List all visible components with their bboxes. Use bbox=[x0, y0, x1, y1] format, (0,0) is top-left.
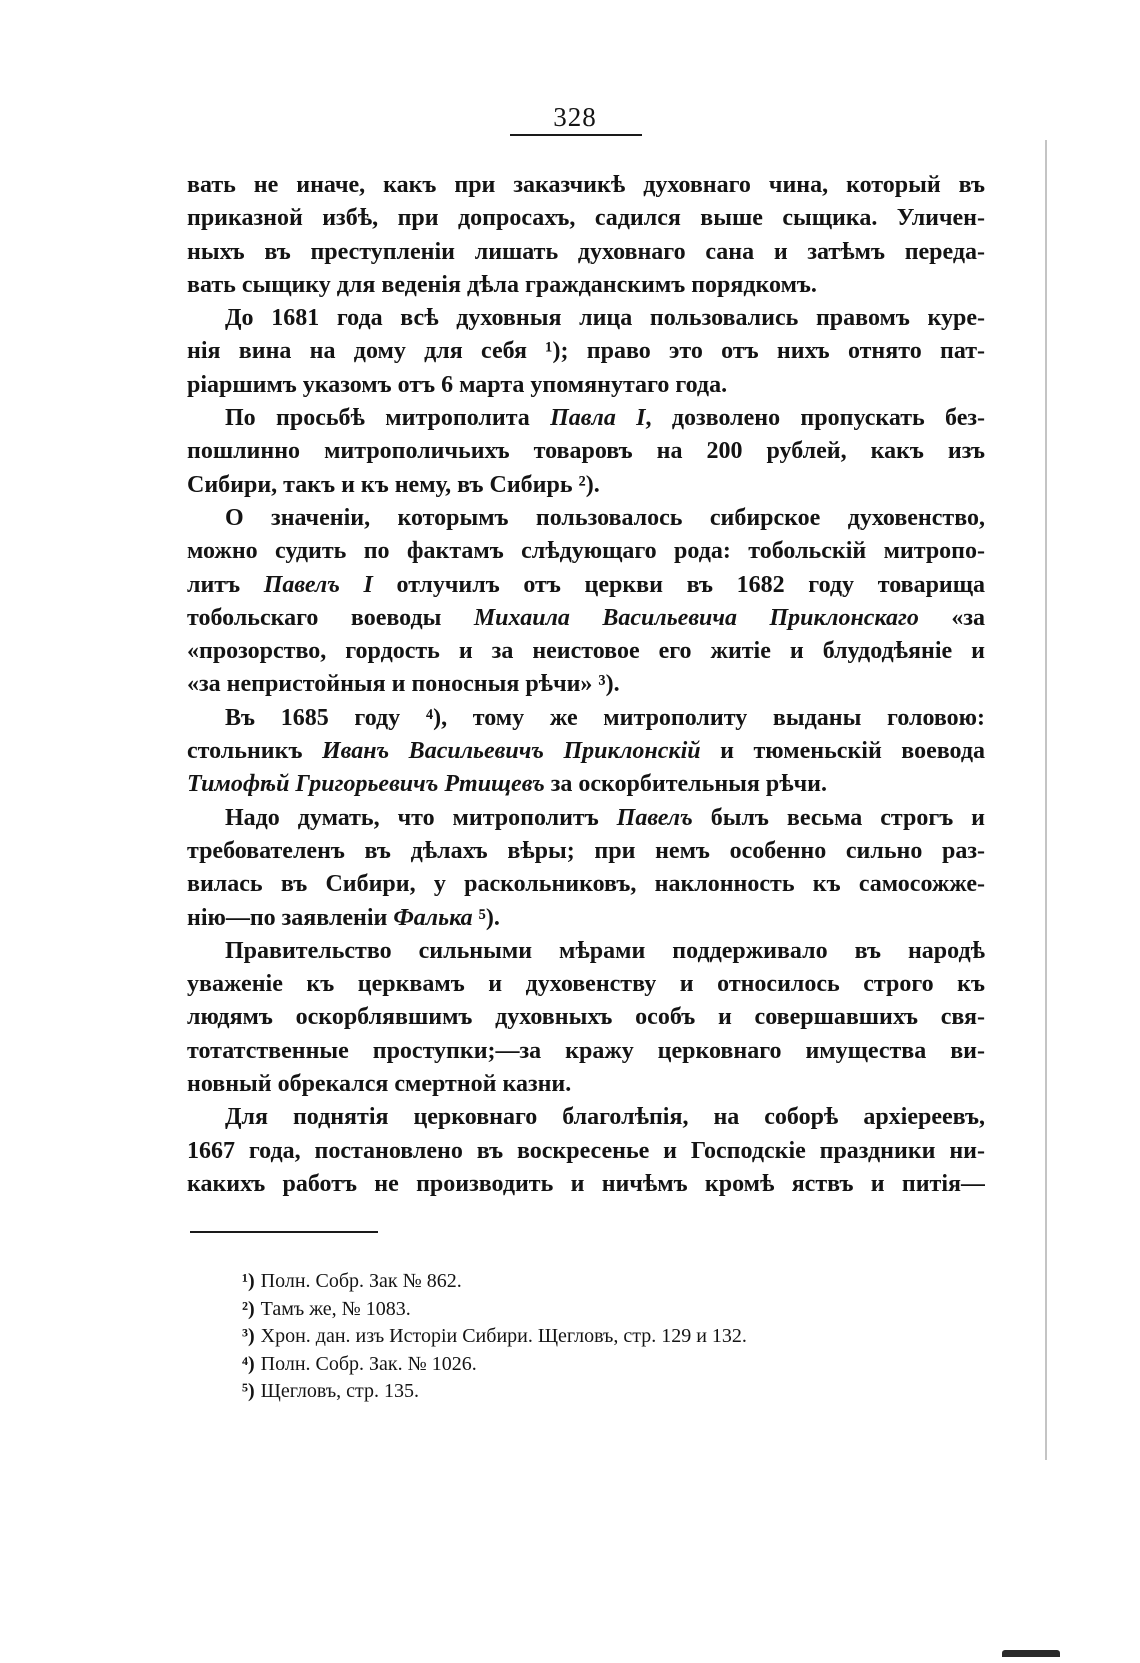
text-line: Для поднятія церковнаго благолѣпія, на соборѣ архіереевъ, bbox=[225, 1104, 985, 1131]
text-line: требователенъ въ дѣлахъ вѣры; при немъ особенно сильно раз- bbox=[187, 837, 985, 864]
footnote bbox=[242, 1378, 962, 1406]
footnote-rule bbox=[190, 1231, 378, 1233]
text-line: ныхъ въ преступленіи лишать духовнаго сана и затѣмъ переда- bbox=[187, 238, 985, 265]
text-line bbox=[187, 602, 985, 635]
footnote bbox=[242, 1351, 962, 1379]
text-line: Правительство сильными мѣрами поддерживало въ народѣ bbox=[225, 937, 985, 964]
footnotes bbox=[242, 1268, 962, 1406]
text-segment: нію—по заявленіи bbox=[187, 904, 394, 931]
text-line: вать не иначе, какъ при заказчикѣ духовнаго чина, который въ bbox=[187, 172, 985, 198]
text-line: «за непристойныя и поносныя рѣчи» ³). bbox=[187, 671, 620, 698]
footnote-marker: ¹) bbox=[242, 1270, 255, 1292]
text-line: можно судить по фактамъ слѣдующаго рода: тобольскій митропо- bbox=[187, 538, 985, 565]
page-number: 328 bbox=[553, 102, 597, 132]
paragraph bbox=[187, 502, 985, 702]
paragraph bbox=[187, 169, 985, 302]
footnote bbox=[242, 1268, 962, 1296]
text-segment: стольникъ bbox=[187, 738, 322, 765]
italic-name: Павелъ bbox=[616, 804, 693, 831]
text-segment: за оскорбительныя рѣчи. bbox=[544, 771, 827, 798]
text-segment: тобольскаго воеводы bbox=[187, 604, 474, 631]
text-line: новный обрекался смертной казни. bbox=[187, 1071, 572, 1098]
footnote-marker: ⁵) bbox=[242, 1380, 255, 1402]
paragraph bbox=[187, 702, 985, 802]
text-segment: отлучилъ отъ церкви въ 1682 году товарища bbox=[372, 571, 985, 598]
footnote bbox=[242, 1296, 962, 1324]
text-line: О значеніи, которымъ пользовалось сибирское духовенство, bbox=[225, 504, 985, 531]
text-line: пошлинно митрополичьихъ товаровъ на 200 рублей, какъ изъ bbox=[187, 438, 985, 465]
footnote-text: Тамъ же, № 1083. bbox=[260, 1297, 411, 1320]
body-text bbox=[187, 169, 985, 1201]
page-number-rule bbox=[510, 134, 642, 136]
text-segment: литъ bbox=[187, 571, 264, 598]
text-line: «прозорство, гордость и за неистовое его житіе и блудодѣяніе и bbox=[187, 638, 985, 665]
text-segment: Надо думать, что митрополитъ bbox=[225, 804, 617, 831]
paragraph bbox=[187, 402, 985, 502]
text-segment: «за bbox=[918, 604, 985, 631]
text-line: вилась въ Сибири, у раскольниковъ, наклонность къ самосожже- bbox=[187, 871, 985, 898]
italic-name: Павелъ I bbox=[263, 571, 373, 598]
text-line: приказной избѣ, при допросахъ, садился выше сыщика. Уличен- bbox=[187, 205, 985, 232]
text-line bbox=[187, 768, 985, 801]
text-line: какихъ работъ не производить и ничѣмъ кромѣ яствъ и питія— bbox=[187, 1170, 985, 1197]
text-line: тотатственные проступки;—за кражу церковнаго имущества ви- bbox=[187, 1037, 985, 1064]
text-segment: былъ весьма строгъ и bbox=[692, 804, 985, 831]
text-segment: По просьбѣ митрополита bbox=[225, 405, 551, 432]
footnote-marker: ⁴) bbox=[242, 1352, 255, 1375]
text-line bbox=[187, 402, 985, 435]
footnote-marker: ²) bbox=[242, 1297, 255, 1320]
text-line: ріаршимъ указомъ отъ 6 марта упомянутаго года. bbox=[187, 371, 728, 398]
text-line: До 1681 года всѣ духовныя лица пользовались правомъ куре- bbox=[225, 305, 985, 332]
footnote bbox=[242, 1323, 962, 1351]
text-line bbox=[187, 569, 985, 602]
text-line bbox=[187, 735, 985, 768]
footnote-text: Полн. Собр. Зак № 862. bbox=[260, 1270, 462, 1292]
italic-name: Иванъ Васильевичъ Приклонскій bbox=[321, 738, 701, 765]
italic-name: Павла I bbox=[550, 405, 646, 432]
text-line: уваженіе къ церквамъ и духовенству и относилось строго къ bbox=[187, 971, 985, 998]
scan-artifact bbox=[1002, 1650, 1060, 1657]
italic-name: Михаила Васильевича Приклонскаго bbox=[473, 604, 919, 631]
text-line: Сибири, такъ и къ нему, въ Сибирь ²). bbox=[187, 471, 600, 498]
text-segment: и тюменьскій воевода bbox=[700, 738, 985, 765]
page-edge-line bbox=[1045, 140, 1047, 1460]
footnote-text: Щегловъ, стр. 135. bbox=[260, 1380, 420, 1402]
italic-name: Тимофѣй Григорьевичъ Ртищевъ bbox=[187, 771, 545, 798]
paragraph bbox=[187, 935, 985, 1101]
paragraph bbox=[187, 1101, 985, 1201]
text-line: людямъ оскорблявшимъ духовныхъ особъ и совершавшихъ свя- bbox=[187, 1004, 985, 1031]
text-line: нія вина на дому для себя ¹); право это отъ нихъ отнято пат- bbox=[187, 338, 985, 365]
paragraph bbox=[187, 302, 985, 402]
paragraph bbox=[187, 802, 985, 935]
text-line: Въ 1685 году ⁴), тому же митрополиту выданы головою: bbox=[225, 704, 985, 731]
text-line: вать сыщику для веденія дѣла гражданскимъ порядкомъ. bbox=[187, 271, 817, 298]
text-line bbox=[187, 802, 985, 835]
text-segment: ⁵). bbox=[472, 904, 500, 931]
text-line: 1667 года, постановлено въ воскресенье и Господскіе праздники ни- bbox=[187, 1137, 985, 1164]
footnote-text: Хрон. дан. изъ Исторіи Сибири. Щегловъ, стр. 129 и 132. bbox=[260, 1325, 747, 1347]
text-segment: , дозволено пропускать без- bbox=[645, 405, 985, 432]
footnote-marker: ³) bbox=[242, 1325, 255, 1347]
text-line bbox=[187, 902, 985, 935]
footnote-text: Полн. Собр. Зак. № 1026. bbox=[260, 1352, 477, 1375]
italic-name: Фалька bbox=[393, 904, 473, 931]
